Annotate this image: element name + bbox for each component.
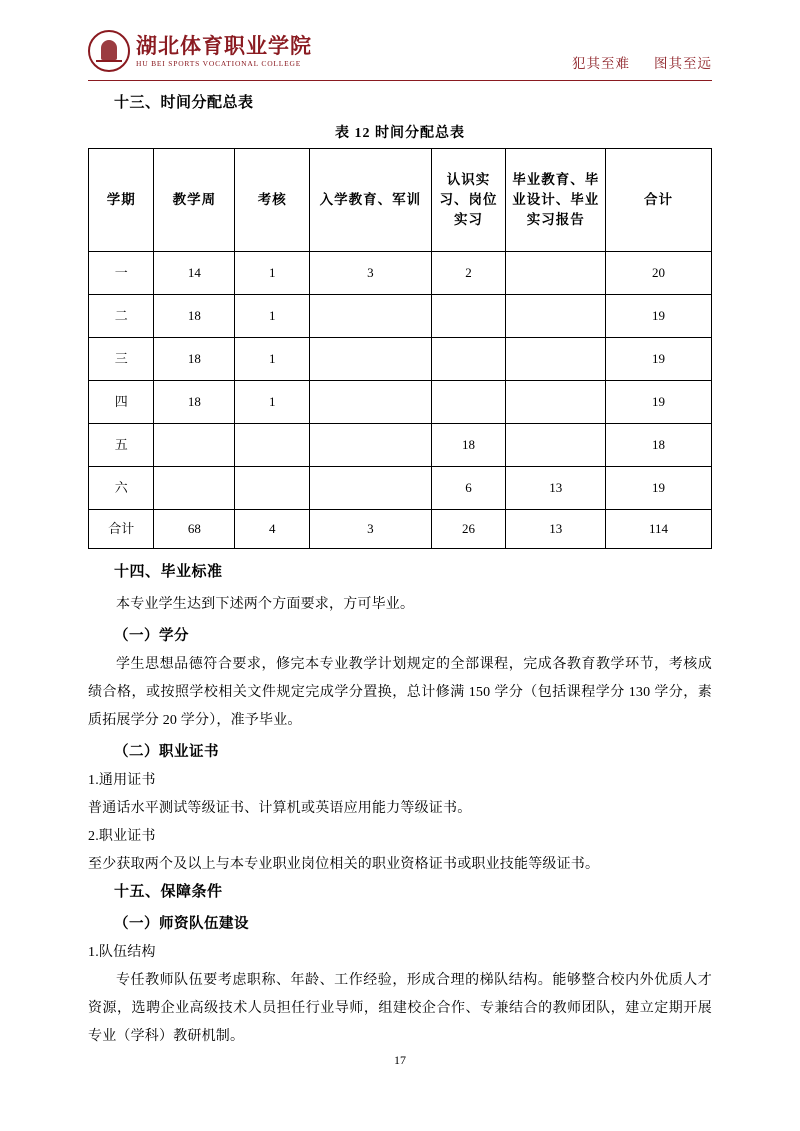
cell-total: 19 <box>606 295 712 338</box>
cell-term: 二 <box>89 295 154 338</box>
cell-exam: 1 <box>235 338 310 381</box>
cell-exam: 1 <box>235 252 310 295</box>
cell-total: 19 <box>606 467 712 510</box>
section-14-2-item2-body: 至少获取两个及以上与本专业职业岗位相关的职业资格证书或职业技能等级证书。 <box>88 857 600 872</box>
cell-teaching-weeks: 18 <box>154 295 235 338</box>
header-divider <box>88 80 712 81</box>
table-row <box>89 424 712 467</box>
cell-graduation-work <box>506 338 606 381</box>
table-row <box>89 467 712 510</box>
cell-graduation-work <box>506 424 606 467</box>
cell-total: 19 <box>606 338 712 381</box>
col-header-graduation-work: 毕业教育、毕业设计、毕业实习报告 <box>506 149 606 252</box>
cell-teaching-weeks <box>154 424 235 467</box>
cell-teaching-weeks: 14 <box>154 252 235 295</box>
col-header-teaching-weeks: 教学周 <box>154 149 235 252</box>
col-header-entry-education: 入学教育、军训 <box>310 149 431 252</box>
cell-teaching-weeks <box>154 467 235 510</box>
section-14-2-title: （二）职业证书 <box>114 744 219 760</box>
college-name-en: HU BEI SPORTS VOCATIONAL COLLEGE <box>136 58 302 68</box>
col-header-cognitive-practice: 认识实习、岗位实习 <box>431 149 506 252</box>
cell-term: 一 <box>89 252 154 295</box>
cell-term: 四 <box>89 381 154 424</box>
college-logo <box>88 30 312 72</box>
section-15-1-item1-body: 专任教师队伍要考虑职称、年龄、工作经验，形成合理的梯队结构。能够整合校内外优质人才资源，选聘企业高级技术人员担任行业导师，组建校企合作、专兼结合的教师团队，建立定期开展专业（学科）教研机制。 <box>88 973 712 1044</box>
cell-total: 18 <box>606 424 712 467</box>
section-13-title: 十三、时间分配总表 <box>114 95 254 111</box>
cell-cognitive-practice: 2 <box>431 252 506 295</box>
cell-entry-education <box>310 295 431 338</box>
cell-graduation-work: 13 <box>506 467 606 510</box>
section-14-2-item1-body: 普通话水平测试等级证书、计算机或英语应用能力等级证书。 <box>88 801 472 816</box>
table-row <box>89 338 712 381</box>
section-14-title: 十四、毕业标准 <box>114 564 223 580</box>
cell-exam: 1 <box>235 295 310 338</box>
cell-entry-education <box>310 467 431 510</box>
cell-cognitive-practice: 26 <box>431 510 506 549</box>
motto-right: 图其至远 <box>654 56 712 71</box>
cell-cognitive-practice <box>431 295 506 338</box>
cell-entry-education: 3 <box>310 252 431 295</box>
cell-graduation-work <box>506 295 606 338</box>
cell-entry-education: 3 <box>310 510 431 549</box>
col-header-term: 学期 <box>89 149 154 252</box>
cell-exam <box>235 424 310 467</box>
table-row <box>89 381 712 424</box>
cell-total: 114 <box>606 510 712 549</box>
cell-cognitive-practice <box>431 338 506 381</box>
cell-teaching-weeks: 18 <box>154 338 235 381</box>
cell-cognitive-practice: 18 <box>431 424 506 467</box>
cell-entry-education <box>310 381 431 424</box>
cell-cognitive-practice: 6 <box>431 467 506 510</box>
cell-graduation-work <box>506 381 606 424</box>
cell-term: 三 <box>89 338 154 381</box>
section-14-2-item1-title: 1.通用证书 <box>88 773 156 788</box>
col-header-total: 合计 <box>606 149 712 252</box>
college-seal-icon <box>88 30 130 72</box>
section-14-intro: 本专业学生达到下述两个方面要求，方可毕业。 <box>116 597 415 612</box>
cell-graduation-work: 13 <box>506 510 606 549</box>
table-row-total <box>89 510 712 549</box>
table-12-caption: 表 12 时间分配总表 <box>335 126 465 141</box>
page-number: 17 <box>394 1053 406 1067</box>
cell-total: 19 <box>606 381 712 424</box>
page-header <box>88 30 712 82</box>
section-14-2-item2-title: 2.职业证书 <box>88 829 156 844</box>
cell-teaching-weeks: 18 <box>154 381 235 424</box>
time-allocation-table <box>88 148 712 549</box>
table-row <box>89 252 712 295</box>
section-15-title: 十五、保障条件 <box>114 884 223 900</box>
cell-term: 六 <box>89 467 154 510</box>
section-15-1-item1-title: 1.队伍结构 <box>88 945 156 960</box>
section-14-1-title: （一）学分 <box>114 628 189 644</box>
section-15-1-title: （一）师资队伍建设 <box>114 916 249 932</box>
cell-teaching-weeks: 68 <box>154 510 235 549</box>
cell-term: 五 <box>89 424 154 467</box>
table-header-row <box>89 149 712 252</box>
header-motto <box>572 52 712 72</box>
motto-left: 犯其至难 <box>572 56 630 71</box>
cell-total: 20 <box>606 252 712 295</box>
cell-exam: 1 <box>235 381 310 424</box>
cell-exam <box>235 467 310 510</box>
section-14-1-body: 学生思想品德符合要求，修完本专业教学计划规定的全部课程，完成各教育教学环节，考核成绩合格，或按照学校相关文件规定完成学分置换，总计修满 150 学分（包括课程学分 130 学分，素质拓展学分 20 学分），准予毕业。 <box>88 657 712 728</box>
table-row <box>89 295 712 338</box>
page-content <box>88 90 712 1051</box>
cell-cognitive-practice <box>431 381 506 424</box>
college-logo-text <box>136 35 312 68</box>
cell-graduation-work <box>506 252 606 295</box>
cell-entry-education <box>310 424 431 467</box>
college-name-cn: 湖北体育职业学院 <box>136 33 312 58</box>
cell-exam: 4 <box>235 510 310 549</box>
cell-term: 合计 <box>89 510 154 549</box>
col-header-exam: 考核 <box>235 149 310 252</box>
cell-entry-education <box>310 338 431 381</box>
